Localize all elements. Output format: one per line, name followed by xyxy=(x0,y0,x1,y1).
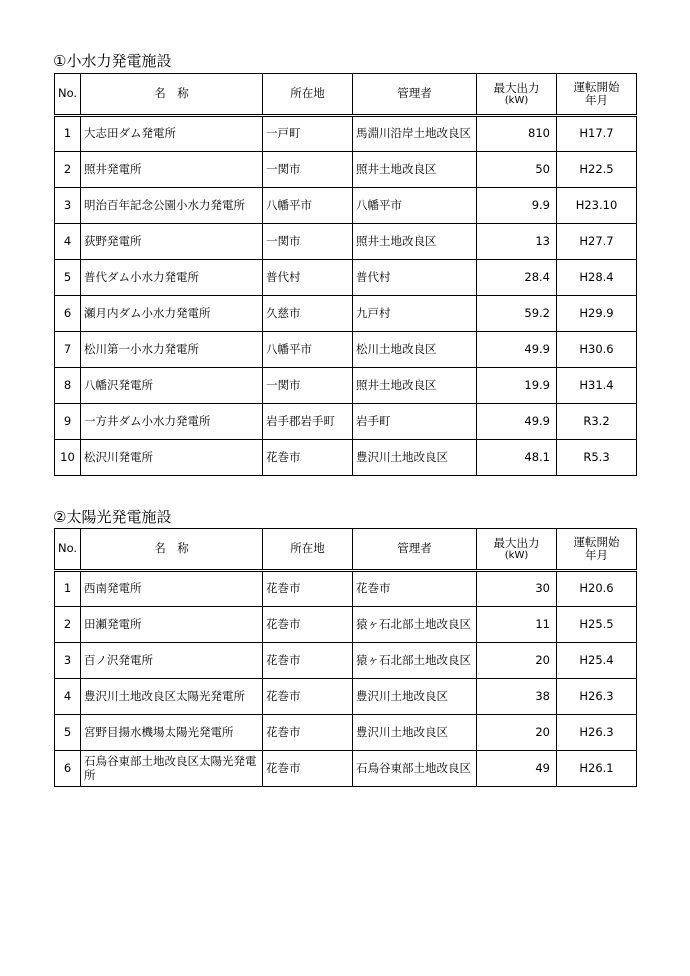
table-row xyxy=(55,116,637,152)
table-row xyxy=(55,440,637,476)
cell-start: H22.5 xyxy=(557,152,637,188)
table-header-row xyxy=(55,529,637,571)
cell-output: 49.9 xyxy=(477,332,557,368)
cell-name: 明治百年記念公園小水力発電所 xyxy=(81,188,263,224)
hydro-table xyxy=(54,73,637,476)
cell-start: H26.3 xyxy=(557,715,637,751)
cell-location: 花巻市 xyxy=(263,679,353,715)
cell-output: 48.1 xyxy=(477,440,557,476)
cell-output: 49 xyxy=(477,751,557,787)
cell-output: 28.4 xyxy=(477,260,557,296)
table-row xyxy=(55,260,637,296)
cell-name: 荻野発電所 xyxy=(81,224,263,260)
header-name: 名 称 xyxy=(81,529,263,571)
table-header-row xyxy=(55,74,637,116)
cell-location: 一関市 xyxy=(263,224,353,260)
cell-no: 8 xyxy=(55,368,81,404)
cell-no: 1 xyxy=(55,116,81,152)
cell-output: 50 xyxy=(477,152,557,188)
cell-manager: 花巻市 xyxy=(353,571,477,607)
header-manager: 管理者 xyxy=(353,529,477,571)
cell-start: H25.5 xyxy=(557,607,637,643)
header-start: 運転開始 年月 xyxy=(557,529,637,571)
cell-output: 59.2 xyxy=(477,296,557,332)
cell-start: H27.7 xyxy=(557,224,637,260)
cell-location: 岩手郡岩手町 xyxy=(263,404,353,440)
cell-location: 久慈市 xyxy=(263,296,353,332)
header-name: 名 称 xyxy=(81,74,263,116)
cell-start: H25.4 xyxy=(557,643,637,679)
table-row xyxy=(55,715,637,751)
cell-name: 照井発電所 xyxy=(81,152,263,188)
table-row xyxy=(55,679,637,715)
table-row xyxy=(55,296,637,332)
cell-no: 6 xyxy=(55,296,81,332)
header-no: No. xyxy=(55,74,81,116)
cell-manager: 松川土地改良区 xyxy=(353,332,477,368)
cell-manager: 豊沢川土地改良区 xyxy=(353,679,477,715)
cell-output: 38 xyxy=(477,679,557,715)
cell-manager: 照井土地改良区 xyxy=(353,152,477,188)
cell-start: H28.4 xyxy=(557,260,637,296)
section1-title: ①小水力発電施設 xyxy=(53,52,172,70)
table-row xyxy=(55,152,637,188)
cell-start: H23.10 xyxy=(557,188,637,224)
header-output: 最大出力 (kW) xyxy=(477,74,557,116)
cell-no: 2 xyxy=(55,607,81,643)
cell-location: 一関市 xyxy=(263,368,353,404)
cell-location: 一関市 xyxy=(263,152,353,188)
cell-name: 八幡沢発電所 xyxy=(81,368,263,404)
cell-name: 宮野目揚水機場太陽光発電所 xyxy=(81,715,263,751)
cell-name: 田瀬発電所 xyxy=(81,607,263,643)
cell-manager: 八幡平市 xyxy=(353,188,477,224)
table-row xyxy=(55,751,637,787)
cell-no: 3 xyxy=(55,188,81,224)
cell-location: 花巻市 xyxy=(263,643,353,679)
cell-no: 9 xyxy=(55,404,81,440)
table-row xyxy=(55,332,637,368)
cell-location: 花巻市 xyxy=(263,715,353,751)
cell-location: 普代村 xyxy=(263,260,353,296)
header-location: 所在地 xyxy=(263,74,353,116)
cell-no: 4 xyxy=(55,224,81,260)
cell-output: 49.9 xyxy=(477,404,557,440)
cell-output: 9.9 xyxy=(477,188,557,224)
cell-name: 普代ダム小水力発電所 xyxy=(81,260,263,296)
cell-name: 一方井ダム小水力発電所 xyxy=(81,404,263,440)
cell-start: H17.7 xyxy=(557,116,637,152)
cell-manager: 馬淵川沿岸土地改良区 xyxy=(353,116,477,152)
cell-start: H31.4 xyxy=(557,368,637,404)
header-manager: 管理者 xyxy=(353,74,477,116)
cell-name: 瀬月内ダム小水力発電所 xyxy=(81,296,263,332)
cell-name: 松川第一小水力発電所 xyxy=(81,332,263,368)
cell-name: 豊沢川土地改良区太陽光発電所 xyxy=(81,679,263,715)
cell-no: 1 xyxy=(55,571,81,607)
cell-no: 7 xyxy=(55,332,81,368)
table-row xyxy=(55,368,637,404)
cell-no: 4 xyxy=(55,679,81,715)
header-location: 所在地 xyxy=(263,529,353,571)
cell-location: 花巻市 xyxy=(263,571,353,607)
cell-start: H20.6 xyxy=(557,571,637,607)
solar-table xyxy=(54,528,637,787)
header-start: 運転開始 年月 xyxy=(557,74,637,116)
cell-start: H29.9 xyxy=(557,296,637,332)
cell-manager: 照井土地改良区 xyxy=(353,368,477,404)
cell-no: 6 xyxy=(55,751,81,787)
cell-start: H26.3 xyxy=(557,679,637,715)
table-row xyxy=(55,607,637,643)
cell-no: 5 xyxy=(55,715,81,751)
cell-name: 石鳥谷東部土地改良区太陽光発電所 xyxy=(81,751,263,787)
table-row xyxy=(55,188,637,224)
cell-manager: 豊沢川土地改良区 xyxy=(353,715,477,751)
cell-no: 10 xyxy=(55,440,81,476)
cell-start: R3.2 xyxy=(557,404,637,440)
table-row xyxy=(55,643,637,679)
header-output: 最大出力 (kW) xyxy=(477,529,557,571)
cell-start: H26.1 xyxy=(557,751,637,787)
cell-manager: 猿ヶ石北部土地改良区 xyxy=(353,643,477,679)
cell-manager: 普代村 xyxy=(353,260,477,296)
cell-location: 花巻市 xyxy=(263,440,353,476)
cell-manager: 照井土地改良区 xyxy=(353,224,477,260)
cell-output: 11 xyxy=(477,607,557,643)
cell-name: 大志田ダム発電所 xyxy=(81,116,263,152)
cell-no: 3 xyxy=(55,643,81,679)
cell-output: 13 xyxy=(477,224,557,260)
cell-name: 百ノ沢発電所 xyxy=(81,643,263,679)
section2-title: ②太陽光発電施設 xyxy=(53,508,172,526)
cell-output: 810 xyxy=(477,116,557,152)
cell-location: 花巻市 xyxy=(263,607,353,643)
cell-output: 30 xyxy=(477,571,557,607)
cell-start: R5.3 xyxy=(557,440,637,476)
cell-manager: 九戸村 xyxy=(353,296,477,332)
cell-output: 20 xyxy=(477,643,557,679)
cell-location: 花巻市 xyxy=(263,751,353,787)
cell-manager: 猿ヶ石北部土地改良区 xyxy=(353,607,477,643)
cell-name: 松沢川発電所 xyxy=(81,440,263,476)
cell-output: 20 xyxy=(477,715,557,751)
cell-no: 2 xyxy=(55,152,81,188)
cell-manager: 岩手町 xyxy=(353,404,477,440)
table-row xyxy=(55,224,637,260)
cell-name: 西南発電所 xyxy=(81,571,263,607)
cell-output: 19.9 xyxy=(477,368,557,404)
cell-no: 5 xyxy=(55,260,81,296)
cell-start: H30.6 xyxy=(557,332,637,368)
cell-manager: 豊沢川土地改良区 xyxy=(353,440,477,476)
table-row xyxy=(55,404,637,440)
header-no: No. xyxy=(55,529,81,571)
cell-location: 一戸町 xyxy=(263,116,353,152)
cell-manager: 石鳥谷東部土地改良区 xyxy=(353,751,477,787)
cell-location: 八幡平市 xyxy=(263,332,353,368)
cell-location: 八幡平市 xyxy=(263,188,353,224)
table-row xyxy=(55,571,637,607)
